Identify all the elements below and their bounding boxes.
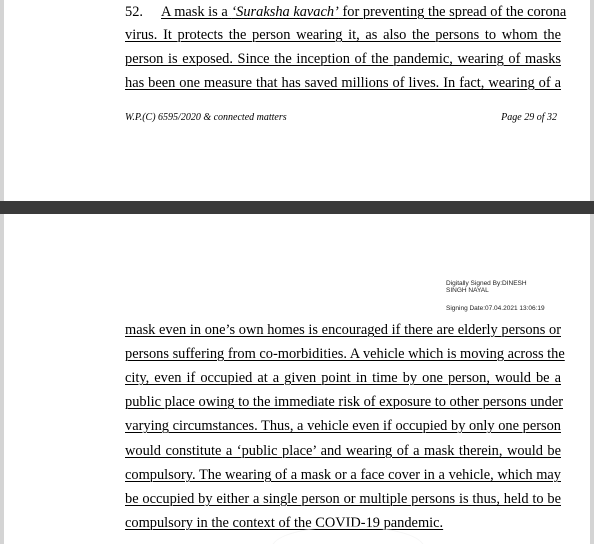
pdf-page-29 bbox=[4, 0, 590, 201]
page-number: Page 29 of 32 bbox=[501, 112, 557, 123]
digital-signature-stamp bbox=[446, 280, 545, 312]
body-line-2: persons suffering from co-morbidities. A vehicle which is moving across the bbox=[125, 346, 565, 362]
body-line-5: varying circumstances. Thus, a vehicle even if occupied by only one person bbox=[125, 418, 561, 434]
body-line-3: city, even if occupied at a given point in time by one person, would be a bbox=[125, 370, 561, 386]
pdf-page-30 bbox=[4, 214, 590, 544]
body-line-4: public place owing to the immediate risk of exposure to other persons under bbox=[125, 394, 564, 410]
signature-date: Signing Date:07.04.2021 13:06:19 bbox=[446, 305, 545, 312]
paragraph-number: 52. bbox=[125, 4, 143, 20]
page-separator bbox=[0, 201, 594, 214]
signature-signer: Digitally Signed By:DINESH bbox=[446, 280, 527, 287]
paragraph-line-4: has been one measure that has saved millions of lives. In fact, wearing of a bbox=[125, 75, 561, 91]
paragraph-line-2: virus. It protects the person wearing it, as also the persons to whom the bbox=[125, 27, 561, 43]
line-text: A mask is a bbox=[161, 4, 232, 20]
body-line-8: be occupied by either a single person or multiple persons is thus, held to be bbox=[125, 491, 561, 507]
body-line-9: compulsory in the context of the COVID-19 pandemic. bbox=[125, 515, 444, 531]
paragraph-line-1 bbox=[125, 2, 567, 22]
body-line-1: mask even in one’s own homes is encouraged if there are elderly persons or bbox=[125, 322, 561, 338]
paragraph-line-3: person is exposed. Since the inception of the pandemic, wearing of masks bbox=[125, 51, 561, 67]
body-line-6: would constitute a ‘public place’ and wearing of a mask therein, would be bbox=[125, 443, 561, 459]
body-line-7: compulsory. The wearing of a mask or a face cover in a vehicle, which may bbox=[125, 467, 561, 483]
italic-phrase: ‘Suraksha kavach’ bbox=[231, 4, 339, 20]
case-number: W.P.(C) 6595/2020 & connected matters bbox=[125, 112, 287, 123]
line-text: for preventing the spread of the corona bbox=[338, 4, 567, 20]
signature-signer-name: SINGH NAYAL bbox=[446, 287, 489, 294]
